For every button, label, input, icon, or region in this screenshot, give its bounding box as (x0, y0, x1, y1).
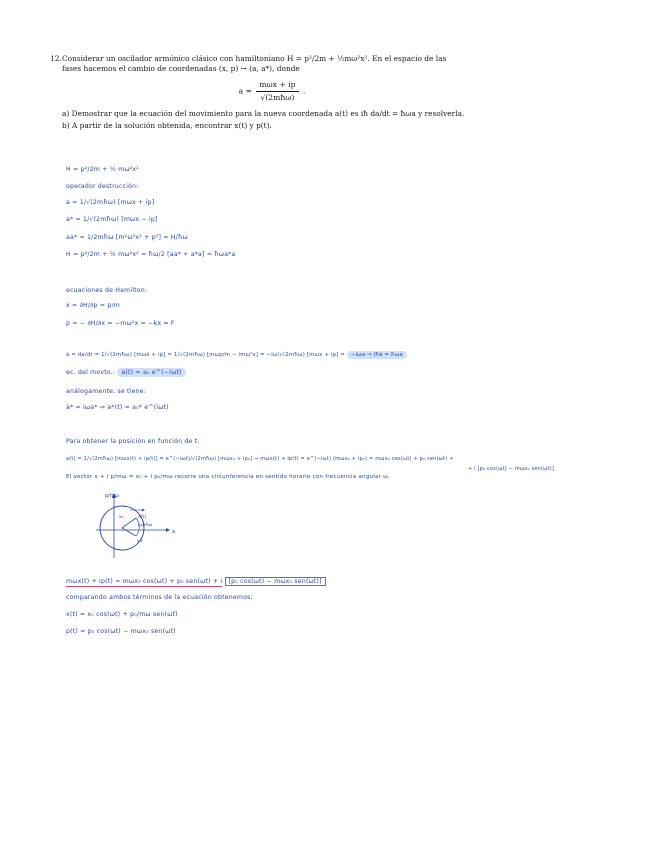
r0-label: x₀ (119, 515, 124, 520)
note-combined-real: mωx(t) + ip(t) = mωx₀ cos(ωt) + p₀ sen(ωt) + i (66, 578, 223, 585)
note-adot-result: −iωa ⇒ iħȧ = ħωa (347, 351, 407, 359)
note-vector-circle: El vector x + i p/mω = x₀ + i p₀/mω recorre una circunferencia en sentido horario con frecuencia angular ω. (66, 474, 390, 480)
problem-statement (50, 54, 482, 133)
note-motion-label: ec. del movto.: (66, 369, 116, 376)
note-operator-title: operador destrucción: (66, 183, 139, 190)
definition-equation (62, 80, 482, 103)
eq-end: . (302, 86, 306, 96)
note-compare: comparando ambos términos de la ecuación obtenemos: (66, 594, 253, 601)
radius-vector (122, 518, 136, 528)
problem-text-2: fases hacemos el cambio de coordenadas (x, p) → (a, a*), donde (62, 64, 300, 73)
at-label: a(t) (138, 515, 147, 520)
problem-items (62, 109, 482, 131)
note-a-star-def: a* = 1/√(2mħω) [mωx − ip] (66, 216, 158, 223)
clockwise-arrow-icon (142, 509, 145, 512)
note-a-star-solution: ȧ* = iωa* ⇒ a*(t) = a₀* e^(iωt) (66, 404, 169, 411)
x-axis-arrow-icon (166, 528, 170, 532)
problem-number: 12. (50, 54, 62, 63)
note-aa-star: aa* = 1/2mħω [m²ω²x² + p²] = H/ħω (66, 234, 188, 241)
note-x-solution: x(t) = x₀ cos(ωt) + p₀/mω sen(ωt) (66, 611, 178, 618)
eq-numerator: mωx + ip (256, 80, 298, 92)
eq-lhs: a = (238, 86, 252, 96)
eq-fraction (256, 80, 298, 103)
item-a: a) Demostrar que la ecuación del movimiento para la nueva coordenada a(t) es iħ da/dt = ħωa y resolverla. (62, 109, 465, 118)
rotated-vector (122, 528, 136, 536)
note-hamiltonian: H = p²/2m + ½ mω²x² (66, 166, 139, 173)
note-position-title: Para obtener la posición en función de t: (66, 438, 200, 445)
p0-label: p₀/mω (138, 523, 153, 528)
problem-text-1: Considerar un oscilador armónico clásico con hamiltoniano H = p²/2m + ½mω²x². En el espacio de las (62, 54, 447, 63)
omega-t-label: ωt (137, 539, 143, 544)
phase-circle-diagram (92, 490, 182, 562)
note-motion-solution: a(t) = a₀ e^(−iωt) (117, 368, 185, 377)
x-axis-label: x (172, 529, 176, 535)
note-xdot: ẋ = ∂H/∂p = p/m (66, 302, 121, 309)
y-axis-label: p/mω (105, 493, 119, 499)
note-h-in-a: H = p²/2m + ½ mω²x² = ħω/2 [aa* + a*a] = ħωa*a (66, 251, 236, 258)
item-b: b) A partir de la solución obtenida, encontrar x(t) y p(t). (62, 121, 272, 130)
note-p-solution: p(t) = p₀ cos(ωt) − mωx₀ sen(ωt) (66, 628, 176, 635)
note-at-expansion-2: + i [p₀ cos(ωt) − mωx₀ sen(ωt)] (468, 466, 554, 472)
note-hamilton-title: ecuaciones de Hamilton: (66, 287, 148, 294)
note-combined (66, 578, 326, 585)
note-combined-imag: [p₀ cos(ωt) − mωx₀ sen(ωt)] (225, 577, 326, 586)
note-at-expansion: a(t) = 1/√(2mħω) [mωx(t) + ip(t)] = e^(−iωt)/√(2mħω) [mωx₀ + ip₀] ⇒ mωx(t) + ip(t) = e^(−iωt) (mωx₀ + ip₀) = mωx₀ cos(ωt) + p₀ sen(ωt) + (66, 456, 454, 462)
note-pdot: ṗ = − ∂H/∂x = −mω²x = −kx = F (66, 320, 175, 327)
note-adot (66, 352, 407, 358)
note-a-def: a = 1/√(2mħω) [mωx + ip] (66, 199, 155, 206)
note-analogous: análogamente, se tiene: (66, 388, 147, 395)
note-adot-derivation: ȧ = da/dt = 1/√(2mħω) [mωẋ + iṗ] = 1/√(2mħω) [mωp/m − imω²x] = −iω/√(2mħω) [mωx + ip] = (66, 352, 347, 358)
note-motion-eq (66, 369, 186, 376)
eq-denominator: √(2mħω) (260, 93, 295, 102)
